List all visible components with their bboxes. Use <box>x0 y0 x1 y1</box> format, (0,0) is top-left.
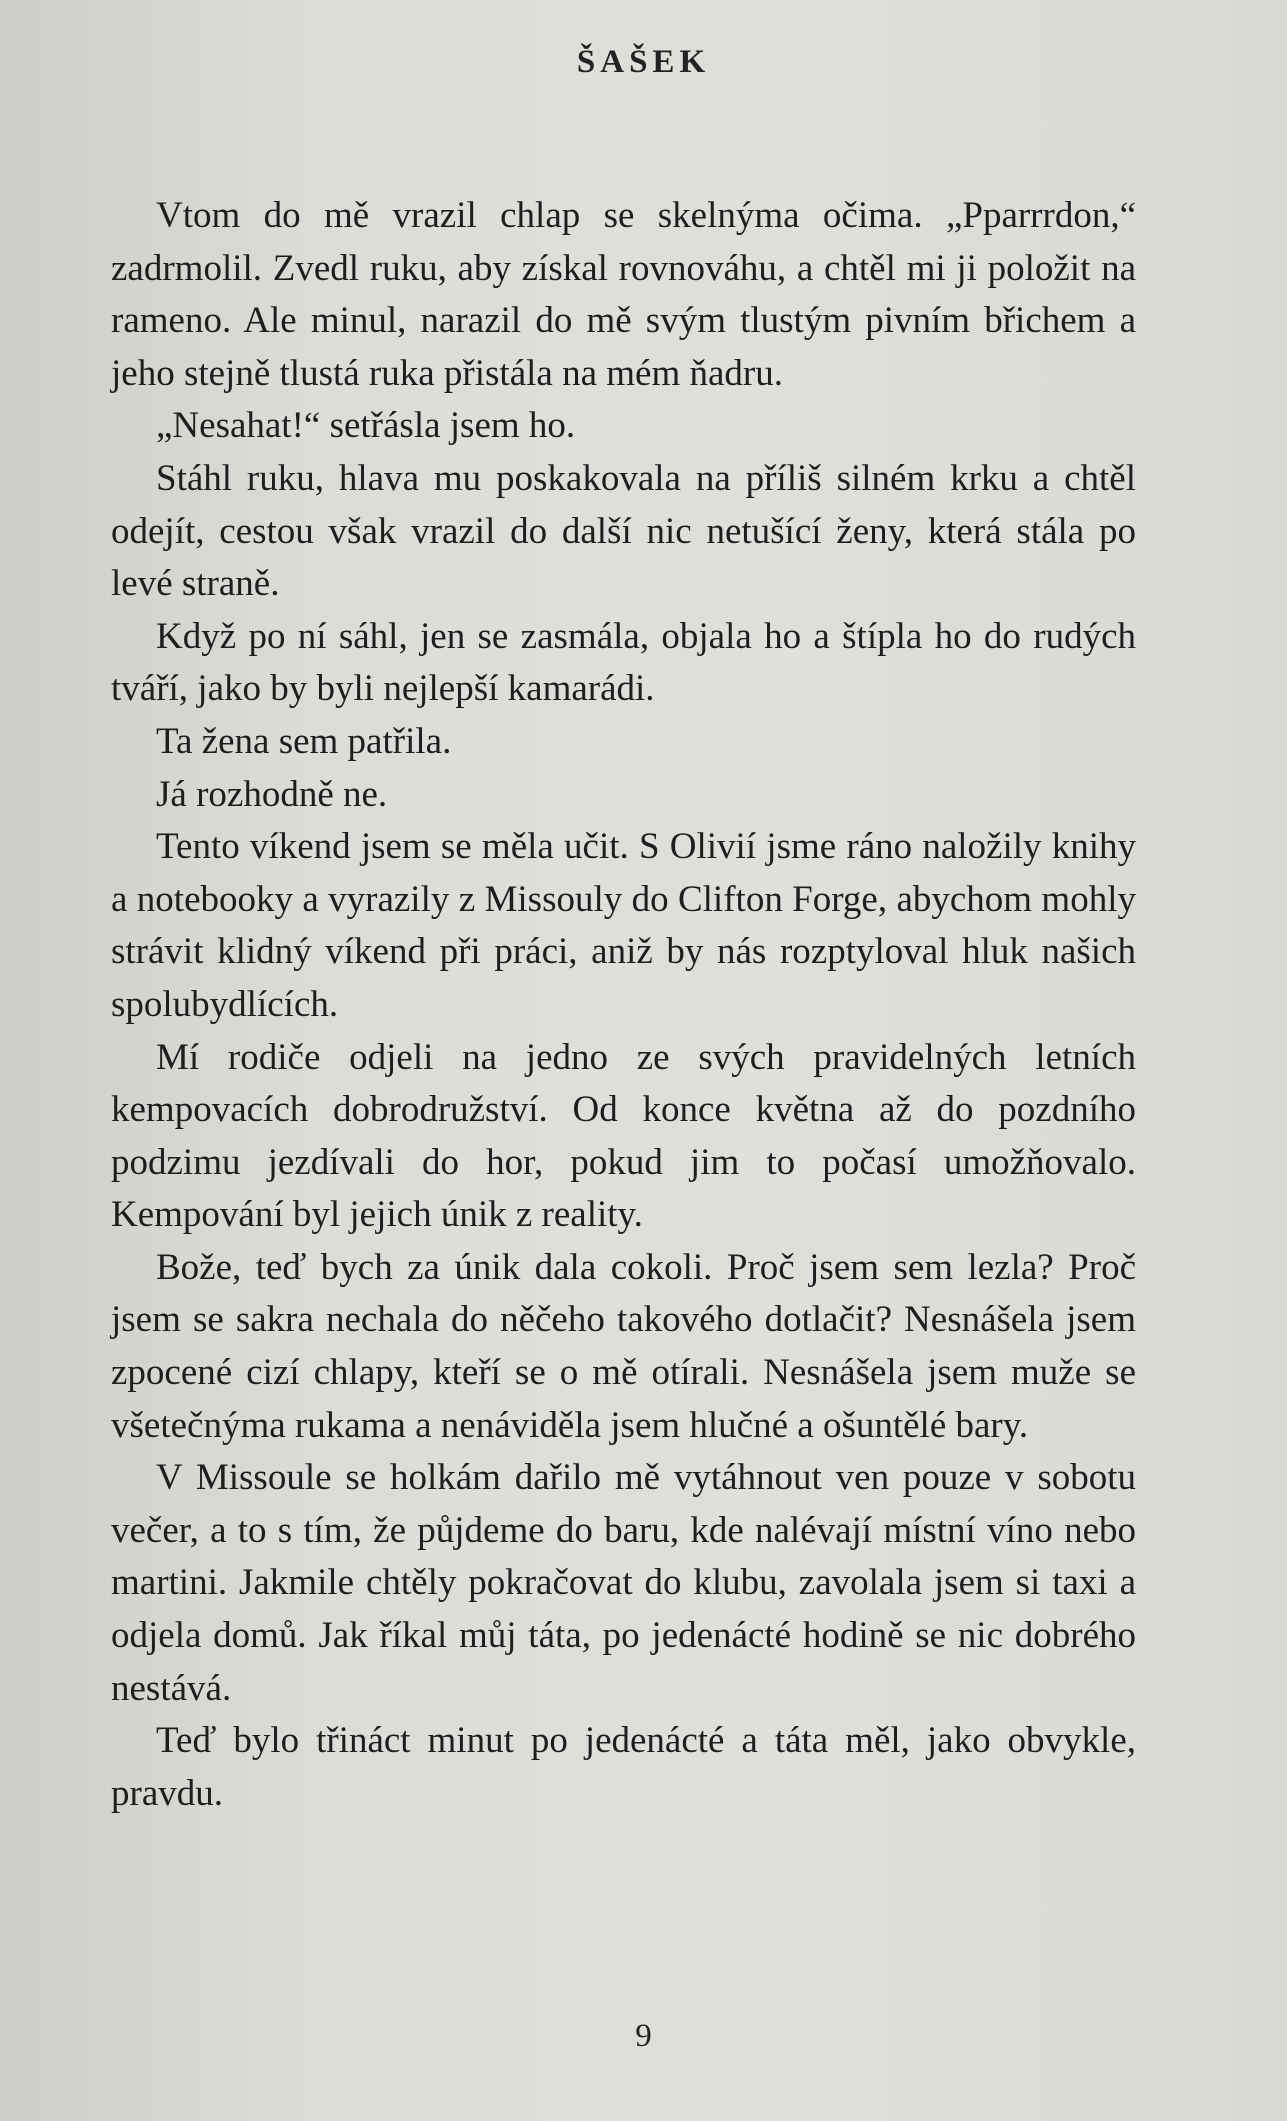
paragraph: „Nesahat!“ setřásla jsem ho. <box>156 405 576 447</box>
page-number: 9 <box>635 2018 652 2054</box>
paragraph: Mí rodiče odjeli na jedno ze svých pravidelných letních kempovacích dobrodružství. Od konce května až do pozdního podzimu jezdívali do hor, pokud jim to počasí umožňovalo. Kempování byl jejich únik z reality. <box>111 1036 1136 1236</box>
running-head: ŠAŠEK <box>576 44 711 80</box>
paragraph: Tento víkend jsem se měla učit. S Olivií jsme ráno naložily knihy a notebooky a vyrazily z Missouly do Clifton Forge, abychom mohly strávit klidný víkend při práci, aniž by nás rozptyloval hluk našich spolubydlících. <box>111 826 1136 1025</box>
paragraph: Já rozhodně ne. <box>156 773 388 815</box>
paragraph: Když po ní sáhl, jen se zasmála, objala ho a štípla ho do rudých tváří, jako by byli nejlepší kamarádi. <box>111 615 1136 710</box>
paragraph: Vtom do mě vrazil chlap se skelnýma očima. „Pparrrdon,“ zadrmolil. Zvedl ruku, aby získal rovnováhu, a chtěl mi ji položit na rameno. Ale minul, narazil do mě svým tlustým pivním břichem a jeho stejně tlustá ruka přistála na mém ňadru. <box>111 195 1136 394</box>
paragraph: V Missoule se holkám dařilo mě vytáhnout ven pouze v sobotu večer, a to s tím, že půjdeme do baru, kde nalévají místní víno nebo martini. Jakmile chtěly pokračovat do klubu, zavolala jsem si taxi a odjela domů. Jak říkal můj táta, po jedenácté hodině se nic dobrého nestává. <box>111 1457 1136 1709</box>
paragraph: Stáhl ruku, hlava mu poskakovala na příliš silném krku a chtěl odejít, cestou však vrazil do další nic netušící ženy, která stála po levé straně. <box>111 457 1136 605</box>
paragraph: Ta žena sem patřila. <box>156 720 452 762</box>
body-text <box>111 190 1136 1820</box>
paragraph: Teď bylo třináct minut po jedenácté a táta měl, jako obvykle, pravdu. <box>111 1720 1136 1814</box>
paragraph: Bože, teď bych za únik dala cokoli. Proč jsem sem lezla? Proč jsem se sakra nechala do něčeho takového dotlačit? Nesnášela jsem zpocené cizí chlapy, kteří se o mě otírali. Nesnášela jsem muže se všetečnýma rukama a nenáviděla jsem hlučné a ošuntělé bary. <box>111 1246 1136 1446</box>
